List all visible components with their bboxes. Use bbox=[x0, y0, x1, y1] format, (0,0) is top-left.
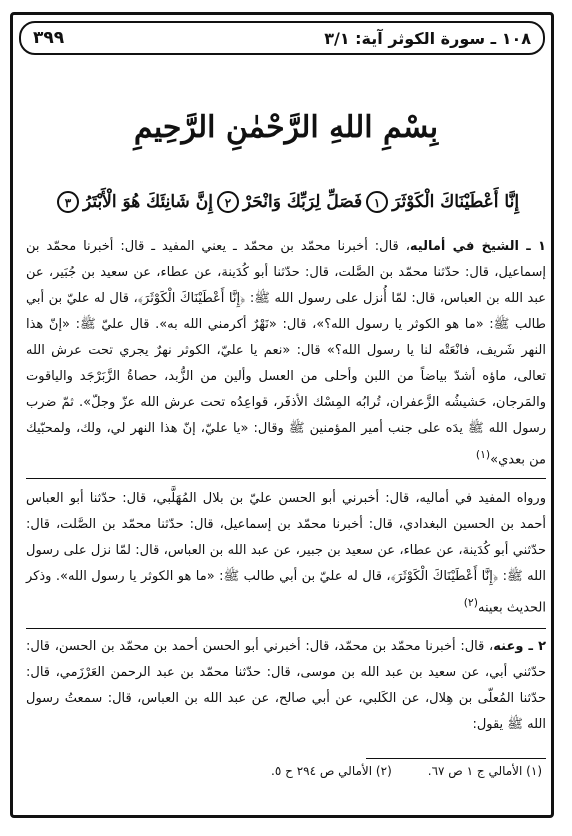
header-title: ١٠٨ ـ سورة الكوثر آية: ٣/١ bbox=[324, 28, 531, 48]
verse-2: فَصَلِّ لِرَبِّكَ وَانْحَرْ bbox=[242, 192, 363, 212]
basmala-calligraphy bbox=[0, 92, 572, 162]
footnote-ref-1: (١) bbox=[475, 448, 491, 461]
paragraph-3 bbox=[26, 634, 546, 738]
paragraph-1 bbox=[26, 234, 546, 473]
hadith-1-lead: ١ ـ الشيخ في أماليه bbox=[409, 239, 546, 254]
verse-3: إِنَّ شَانِئَكَ هُوَ الْأَبْتَرُ bbox=[82, 192, 213, 212]
page-number: ٣٩٩ bbox=[33, 28, 65, 48]
verse-marker-1: ١ bbox=[366, 191, 388, 213]
footnotes bbox=[30, 764, 542, 778]
verse-marker-2: ٢ bbox=[217, 191, 239, 213]
section-divider-2 bbox=[26, 628, 546, 629]
footnote-ref-2: (٢) bbox=[463, 596, 478, 609]
hadith-2-lead: ٢ ـ وعنه bbox=[493, 639, 546, 654]
footnote-1: (١) الأمالي ج ١ ص ٦٧. bbox=[427, 764, 542, 778]
verse-1: إِنَّا أَعْطَيْنَاكَ الْكَوْثَرَ bbox=[392, 192, 520, 212]
paragraph-2 bbox=[26, 486, 546, 621]
verse-marker-3: ٣ bbox=[57, 191, 79, 213]
footnote-divider bbox=[366, 758, 546, 759]
running-header bbox=[19, 21, 545, 55]
surah-verses bbox=[22, 182, 550, 222]
section-divider-1 bbox=[26, 478, 546, 479]
hadith-2-text: ، قال: أخبرنا محمّد بن محمّد، قال: أخبرني أبو الحسن أحمد بن محمّد بن الحسن، قال: حدّثني أبي، عن سعيد بن عبد الله بن موسى، قال: حدّثنا محمّد بن عبد الرحمن العَرْزَمي، قال: حدّثنا المُعلّى بن هِلال، عن الكَلبي، عن أبي صالح، عن عبد الله بن العباس، قال: سمعتُ رسول الله ﷺ يقول: bbox=[26, 639, 546, 732]
basmala-text: بِسْمِ اللهِ الرَّحْمٰنِ الرَّحِيمِ bbox=[133, 109, 439, 145]
footnote-2: (٢) الأمالي ص ٢٩٤ ح ٥. bbox=[271, 764, 392, 778]
hadith-1-text: ، قال: أخبرنا محمّد بن محمّد ـ يعني المفيد ـ قال: أخبرنا محمّد بن إسماعيل، قال: حدّثنا محمّد بن الصَّلت، قال: حدّثنا أبو كُدَينة، عن عطاء، عن سعيد بن جُبَير، عن عبد الله بن العباس، قال: لمّا أُنزل على رسول الله ﷺ: ﴿إِنَّا أَعْطَيْنَاكَ الْكَوْثَرَ﴾، قال له عليّ بن أبي طالب ﷺ: «ما هو الكوثر يا رسول الله؟»، قال: «نَهْرٌ أكرمني الله به». قال عليّ ﷺ: «إنّ هذا النهر شَريف، فانْعَتْه لنا يا رسول الله؟» قال: «نعم يا عليّ، الكوثر نهرٌ يجري تحت عرش الله تعالى، ماؤه أشدّ بياضاً من اللبن وأحلى من العسل وألين من الزُّبد، حصاةُ الزَّبَرْجَد والياقوت والمَرجان، حَشيشُه الزَّعفران، تُرابُه المِسْك الأذفَر، قواعِدُه تحت عرش الله عزّ وجلّ». ثمّ ضرب رسول الله ﷺ يدَه على جنب أمير المؤمنين ﷺ وقال: «يا عليّ، إنّ هذا النهر لي، ولك، ولمحبّيك من بعدي» bbox=[26, 239, 546, 468]
hadith-1-variant-text: ورواه المفيد في أماليه، قال: أخبرني أبو الحسن عليّ بن بلال المُهَلَّبي، قال: حدّثنا أبو العباس أحمد بن الحسين البغدادي، قال: أخبرنا محمّد بن إسماعيل، قال: حدّثنا محمّد بن الصَّلت، قال: حدّثني أبو كُدَينة، عن عطاء، عن سعيد بن جبير، عن عبد الله بن العباس، قال: لمّا نزل على رسول الله ﷺ: ﴿إِنَّا أَعْطَيْنَاكَ الْكَوْثَرَ﴾، قال له عليّ بن أبي طالب ﷺ: «ما هو الكوثر يا رسول الله». وذكر الحديث بعينه bbox=[26, 491, 546, 616]
